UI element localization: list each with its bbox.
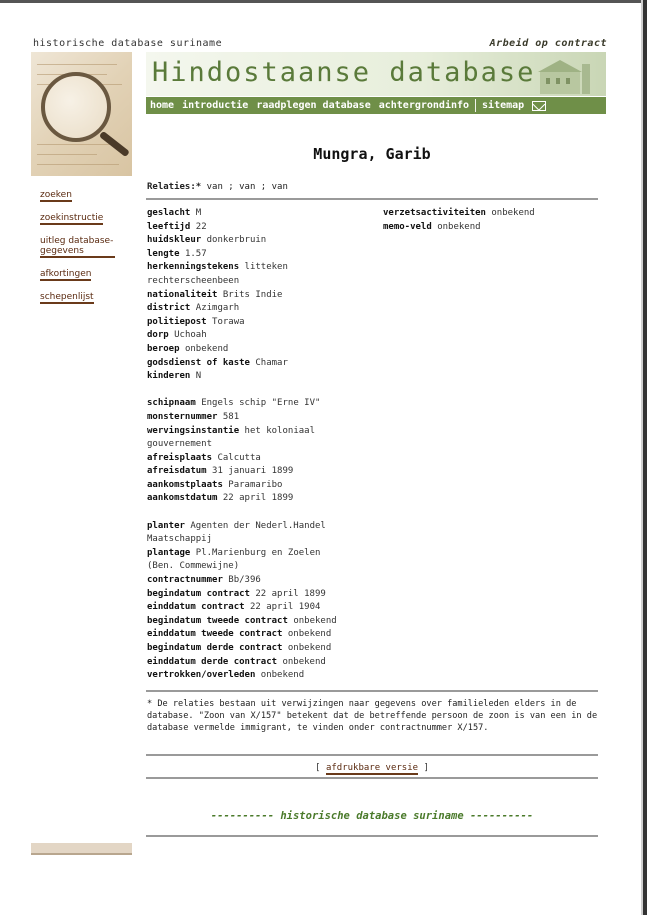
divider	[146, 777, 598, 779]
field-row	[147, 669, 377, 683]
header-archive-image	[31, 52, 132, 176]
field-label: contractnummer	[147, 575, 223, 586]
field-value: N	[195, 371, 202, 382]
relaties-value: van ; van ; van	[206, 182, 288, 192]
relaties-label: Relaties:*	[147, 182, 202, 192]
field-label: district	[147, 303, 191, 314]
field-value: Paramaribo	[228, 479, 283, 490]
sidebar-item-zoekinstructie[interactable]: zoekinstructie	[40, 213, 104, 223]
nav-divider	[475, 99, 476, 112]
field-row	[147, 411, 377, 425]
bracket-close: ]	[423, 763, 429, 773]
record-fields-right	[383, 207, 598, 234]
field-row	[147, 479, 377, 493]
field-value: gouvernement	[147, 439, 213, 450]
field-value: onbekend	[282, 656, 326, 667]
printable-version-link[interactable]: afdrukbare versie	[325, 763, 419, 773]
field-row	[147, 397, 377, 411]
sidebar	[40, 190, 130, 315]
field-label: lengte	[147, 248, 180, 259]
field-row	[147, 615, 377, 629]
field-row	[147, 425, 377, 439]
field-row	[147, 465, 377, 479]
field-row	[147, 207, 377, 221]
field-row	[147, 302, 377, 316]
field-label: nationaliteit	[147, 289, 218, 300]
field-row	[147, 357, 377, 371]
field-row	[147, 452, 377, 466]
window-right-edge	[643, 0, 647, 915]
field-value: 31 januari 1899	[212, 466, 294, 477]
field-value: 581	[222, 411, 240, 422]
nav-raadplegen-database[interactable]: raadplegen database	[256, 100, 371, 111]
field-label: memo-veld	[383, 221, 432, 232]
site-banner	[146, 52, 606, 96]
field-value: Calcutta	[217, 452, 261, 463]
field-label: leeftijd	[147, 221, 191, 232]
divider	[146, 690, 598, 692]
field-row	[383, 207, 598, 221]
field-value: onbekend	[437, 221, 481, 232]
field-row	[147, 628, 377, 642]
field-value: Torawa	[212, 316, 245, 327]
field-label: godsdienst of kaste	[147, 357, 250, 368]
field-row	[147, 547, 377, 561]
field-label: afreisdatum	[147, 466, 207, 477]
field-row	[147, 343, 377, 357]
field-value: 1.57	[184, 248, 207, 259]
field-row	[147, 289, 377, 303]
field-label: dorp	[147, 330, 169, 341]
field-row	[147, 261, 377, 275]
field-label: kinderen	[147, 371, 191, 382]
field-label: schipnaam	[147, 398, 196, 409]
sidebar-item-afkortingen[interactable]: afkortingen	[40, 269, 92, 279]
field-value: onbekend	[287, 643, 332, 653]
field-value: donkerbruin	[206, 235, 267, 246]
nav-achtergrondinfo[interactable]: achtergrondinfo	[378, 100, 470, 111]
building-icon	[532, 54, 602, 94]
field-row	[147, 656, 377, 670]
field-row	[147, 234, 377, 248]
field-label: begindatum derde contract	[147, 643, 283, 653]
banner-title: Hindostaanse database	[152, 57, 536, 88]
field-row	[147, 248, 377, 262]
field-label: begindatum tweede contract	[147, 615, 288, 626]
field-label: wervingsinstantie	[147, 425, 240, 436]
print-line	[146, 763, 598, 773]
field-label: planter	[147, 520, 185, 531]
field-value: Azimgarh	[195, 303, 240, 314]
field-value: Chamar	[255, 357, 288, 368]
sidebar-item-zoeken[interactable]: zoeken	[40, 190, 72, 200]
mail-icon[interactable]	[532, 101, 546, 111]
field-value: litteken	[244, 262, 288, 273]
main-nav	[146, 97, 606, 114]
page-title: Mungra, Garib	[313, 145, 431, 163]
field-row	[147, 574, 377, 588]
field-value: Uchoah	[174, 330, 207, 341]
field-row	[147, 520, 377, 534]
field-row	[147, 316, 377, 330]
field-label: monsternummer	[147, 411, 218, 422]
field-row	[147, 438, 377, 452]
field-row	[147, 642, 377, 656]
field-value: Pl.Marienburg en Zoelen	[195, 547, 321, 558]
field-value: Brits Indie	[222, 289, 283, 300]
field-label: einddatum tweede contract	[147, 629, 283, 640]
record-fields-left	[147, 207, 377, 683]
field-row	[147, 275, 377, 289]
magnifier-icon	[41, 72, 111, 142]
field-value: onbekend	[260, 670, 305, 681]
spacer	[147, 506, 377, 520]
field-value: het koloniaal	[244, 425, 315, 436]
footer-title: ---------- historische database suriname ----------	[210, 810, 534, 822]
field-label: beroep	[147, 343, 180, 354]
left-footer-bar	[31, 843, 132, 855]
field-row	[147, 560, 377, 574]
field-value: onbekend	[293, 615, 337, 626]
field-label: huidskleur	[147, 235, 202, 246]
field-label: herkenningstekens	[147, 262, 240, 273]
field-row	[383, 221, 598, 235]
field-value: rechterscheenbeen	[147, 275, 240, 286]
field-label: afreisplaats	[147, 452, 213, 463]
field-label: vertrokken/overleden	[147, 670, 256, 681]
field-label: aankomstplaats	[147, 479, 223, 490]
field-value: (Ben. Commewijne)	[147, 561, 240, 572]
relaties-line	[147, 182, 288, 192]
field-value: 22 april 1899	[222, 493, 294, 504]
field-label: politiepost	[147, 316, 207, 327]
field-row	[147, 588, 377, 602]
field-value: onbekend	[491, 208, 535, 218]
field-label: verzetsactiviteiten	[383, 208, 486, 218]
field-value: onbekend	[287, 629, 332, 640]
field-row	[147, 370, 377, 384]
divider	[146, 198, 598, 200]
field-label: geslacht	[147, 208, 191, 218]
footnote: * De relaties bestaan uit verwijzingen naar gegevens over familieleden elders in de database. "Zoon van X/157" betekent dat de betreffende persoon de zoon is van een in de database vermelde immigrant, te vinden onder contractnummer X/157.	[147, 699, 598, 734]
field-value: M	[195, 208, 202, 218]
sidebar-item-schepenlijst[interactable]: schepenlijst	[40, 292, 94, 302]
nav-home[interactable]: home	[150, 100, 175, 111]
nav-sitemap[interactable]: sitemap	[482, 100, 525, 111]
bracket-open: [	[315, 763, 321, 773]
field-label: einddatum contract	[147, 602, 245, 613]
field-row	[147, 492, 377, 506]
spacer	[147, 384, 377, 398]
window-top-edge	[0, 0, 647, 3]
field-row	[147, 329, 377, 343]
tagline: Arbeid op contract	[489, 38, 607, 49]
nav-introductie[interactable]: introductie	[182, 100, 249, 111]
divider	[146, 754, 598, 756]
field-value: 22	[195, 221, 207, 232]
field-label: aankomstdatum	[147, 493, 218, 504]
site-name: historische database suriname	[33, 38, 223, 49]
field-value: Bb/396	[228, 575, 261, 586]
field-row	[147, 601, 377, 615]
field-value: Maatschappij	[147, 534, 213, 545]
field-value: Engels schip "Erne IV"	[201, 398, 321, 409]
field-label: einddatum derde contract	[147, 656, 278, 667]
field-value: 22 april 1899	[255, 588, 326, 599]
field-label: plantage	[147, 547, 191, 558]
field-value: 22 april 1904	[249, 602, 321, 613]
field-label: begindatum contract	[147, 588, 250, 599]
field-row	[147, 533, 377, 547]
field-row	[147, 221, 377, 235]
field-value: onbekend	[184, 343, 229, 354]
sidebar-item-uitleg[interactable]: uitleg database-gegevens	[40, 236, 114, 256]
field-value: Agenten der Nederl.Handel	[190, 520, 326, 531]
divider	[146, 835, 598, 837]
